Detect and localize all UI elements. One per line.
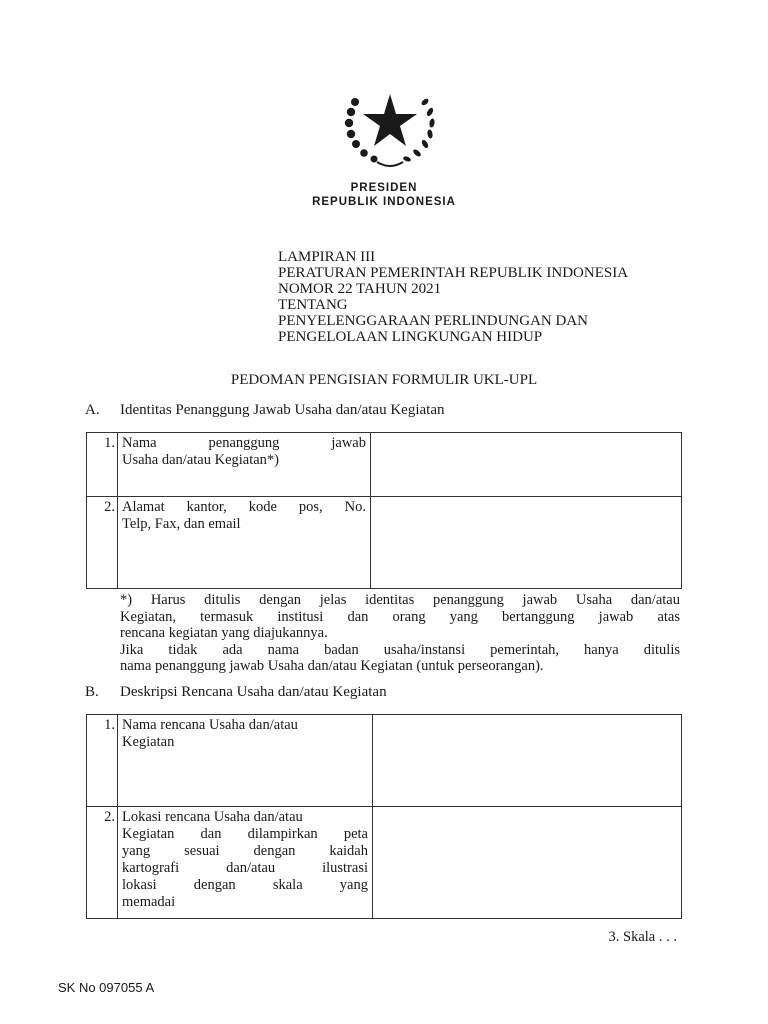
table-row xyxy=(87,433,682,497)
section-b-table xyxy=(86,714,682,919)
input-cell[interactable] xyxy=(373,715,682,807)
row-number: 1. xyxy=(87,715,118,807)
lampiran-block xyxy=(278,249,698,345)
row-label xyxy=(118,807,373,919)
row-label-line: Nama penanggung jawab xyxy=(122,435,366,451)
row-label-line: lokasi dengan skala yang xyxy=(122,877,368,893)
table-row xyxy=(87,807,682,919)
header-presiden: PRESIDEN xyxy=(350,182,418,194)
lampiran-line: PENGELOLAAN LINGKUNGAN HIDUP xyxy=(278,329,543,345)
note-line: Jika tidak ada nama badan usaha/instansi pemerintah, hanya ditulis xyxy=(120,641,680,658)
row-label xyxy=(118,715,373,807)
note-line: Kegiatan, termasuk institusi dan orang yang bertanggung jawab atas xyxy=(120,608,680,625)
section-b-heading xyxy=(85,684,387,701)
row-label-line: yang sesuai dengan kaidah xyxy=(122,843,368,859)
section-title: Deskripsi Rencana Usaha dan/atau Kegiatan xyxy=(120,684,387,700)
garuda-star-emblem xyxy=(337,82,443,172)
input-cell[interactable] xyxy=(371,433,682,497)
note-line: *) Harus ditulis dengan jelas identitas penanggung jawab Usaha dan/atau xyxy=(120,592,680,608)
document-title: PEDOMAN PENGISIAN FORMULIR UKL-UPL xyxy=(230,372,538,388)
row-label xyxy=(118,433,371,497)
row-label-line: Alamat kantor, kode pos, No. xyxy=(122,499,366,515)
input-cell[interactable] xyxy=(373,807,682,919)
row-label xyxy=(118,497,371,589)
row-label-line: Usaha dan/atau Kegiatan*) xyxy=(122,452,280,468)
row-label-line: Kegiatan xyxy=(122,734,175,750)
lampiran-line: NOMOR 22 TAHUN 2021 xyxy=(278,281,442,297)
section-a-footnote xyxy=(120,592,680,675)
section-a-table xyxy=(86,432,682,589)
input-cell[interactable] xyxy=(371,497,682,589)
row-label-line: Nama rencana Usaha dan/atau xyxy=(122,717,298,733)
row-number: 1. xyxy=(87,433,118,497)
row-number: 2. xyxy=(87,497,118,589)
table-row xyxy=(87,497,682,589)
section-title: Identitas Penanggung Jawab Usaha dan/atau Kegiatan xyxy=(120,402,445,418)
row-label-line: memadai xyxy=(122,894,176,910)
table-row xyxy=(87,715,682,807)
row-label-line: Lokasi rencana Usaha dan/atau xyxy=(122,809,303,825)
section-letter: B. xyxy=(85,684,99,700)
row-label-line: Telp, Fax, dan email xyxy=(122,516,241,532)
lampiran-line: PENYELENGGARAAN PERLINDUNGAN DAN xyxy=(278,313,588,329)
section-letter: A. xyxy=(85,402,100,418)
page-continuation: 3. Skala . . . xyxy=(608,929,677,945)
lampiran-line: LAMPIRAN III xyxy=(278,249,376,265)
note-line: rencana kegiatan yang diajukannya. xyxy=(120,625,328,641)
row-label-line: Kegiatan dan dilampirkan peta xyxy=(122,826,368,842)
header-republik: REPUBLIK INDONESIA xyxy=(312,196,456,208)
serial-number: SK No 097055 A xyxy=(58,980,155,995)
section-a-heading xyxy=(85,402,444,419)
row-number: 2. xyxy=(87,807,118,919)
lampiran-line: TENTANG xyxy=(278,297,348,313)
note-line: nama penanggung jawab Usaha dan/atau Kegiatan (untuk perseorangan). xyxy=(120,658,544,674)
row-label-line: kartografi dan/atau ilustrasi xyxy=(122,860,368,876)
lampiran-line: PERATURAN PEMERINTAH REPUBLIK INDONESIA xyxy=(278,265,629,281)
